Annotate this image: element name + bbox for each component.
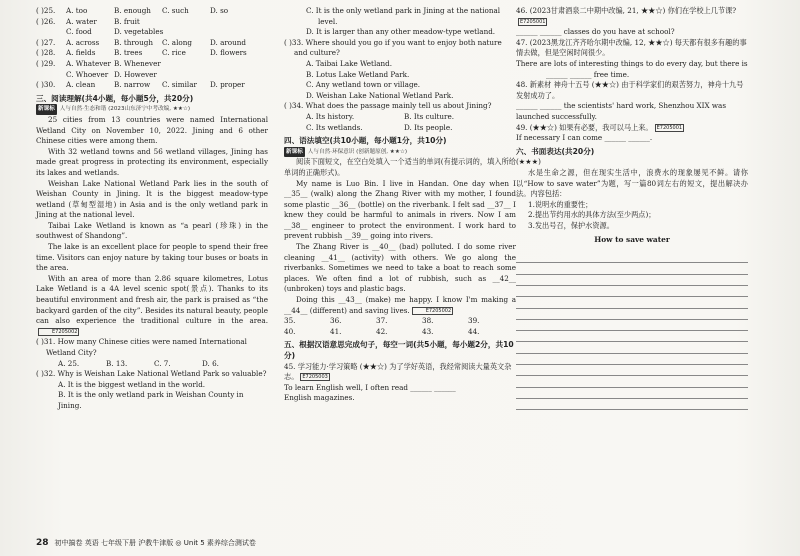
mc-option: A. too	[66, 6, 88, 15]
question-34-option: B. Its culture.	[404, 111, 454, 121]
essay-points	[516, 200, 748, 232]
question-49-code: E7205001	[656, 124, 683, 131]
mc-option: D. However	[114, 69, 157, 79]
answer-blank: 43.	[422, 326, 434, 336]
mc-number: ( )30.	[36, 80, 56, 90]
question-33-option: B. Lotus Lake Wetland Park.	[306, 69, 410, 79]
section-4-tag-text: 人与自然·环保意识 (创新题原创, ★★☆)	[307, 148, 408, 155]
question-34-options	[284, 112, 516, 133]
mc-option: C. rice	[162, 48, 186, 58]
answer-blank: 39.	[468, 316, 480, 326]
cloze-paragraph-3	[284, 295, 516, 316]
mc-number: ( )28.	[36, 48, 56, 58]
question-47-english-1: There are lots of interesting things to do every day, but there is	[516, 58, 748, 68]
question-32: ( )32. Why is Weishan Lake National Wetland Park so valuable?	[36, 369, 267, 379]
passage-paragraph: Weishan Lake National Wetland Park lies in the south of Weishan County in Jining. It is the biggest meadow-type wetland (草甸型湿地) in Asia and is the only wetland park in Jining at the national level.	[36, 178, 268, 220]
passage-paragraph: With 32 wetland towns and 56 wetland villages, Jining has made great progress in protecting its environment, especially its lakes and wetlands.	[36, 146, 268, 177]
writing-line[interactable]	[516, 331, 748, 342]
passage-paragraph: 25 cities from 13 countries were named International Wetland City on November 10, 2022. Jining and 6 other Chinese cities were among them.	[36, 114, 268, 146]
new-standard-badge: 新课标	[36, 104, 57, 115]
passage-code: E7205002	[38, 328, 79, 336]
mc-row	[36, 38, 268, 49]
question-46: 46. (2023甘肃酒泉二中期中改编, 21, ★★☆) 你们在学校上几节课?	[516, 6, 737, 15]
mc-row	[36, 6, 268, 17]
question-48: 48. 新素材 神舟十五号 (★★☆) 由于科学家们的艰苦努力，神舟十九号发射成功了。	[516, 80, 744, 100]
mc-row	[36, 59, 268, 70]
question-31: ( )31. How many Chinese cities were named International Wetland City?	[36, 337, 247, 357]
writing-line[interactable]	[516, 376, 748, 387]
passage-paragraph: Taibai Lake Wetland is known as “a pearl (珍珠) in the southwest of Shandong”.	[36, 220, 268, 241]
essay-point: 2.提出节约用水的具体方法(至少两点)；	[528, 210, 656, 220]
cloze-answer-rows	[284, 316, 516, 337]
mc-option: B. narrow	[114, 80, 151, 90]
cloze-code: E7205002	[412, 307, 453, 315]
mc-option: D. around	[210, 37, 246, 47]
mc-option: A. water	[66, 16, 97, 26]
page-footer	[36, 538, 256, 548]
mc-row	[36, 70, 268, 81]
mc-option: B. fruit	[114, 16, 140, 26]
section-3-tag-text: 人与自然·生态和谐 (2023山东济宁中考改编, ★★☆)	[59, 106, 191, 113]
answer-blank: 41.	[330, 326, 342, 336]
mc-option: D. flowers	[210, 48, 247, 58]
question-48-english-1: ______ ______ the scientists' hard work, Shenzhou XIX was	[516, 101, 727, 111]
section-4-intro: 阅读下面短文，在空白处填入一个适当的单词(有提示词的，填入所给单词的正确形式)。	[284, 157, 516, 177]
answer-blank: 44.	[468, 326, 480, 336]
mc-option: D. so	[210, 6, 229, 15]
new-standard-badge-2: 新课标	[284, 147, 305, 158]
mc-option: A. across	[66, 37, 100, 47]
question-31-options	[36, 359, 268, 370]
question-34-option-row	[306, 123, 516, 134]
question-45-english-1: To learn English well, I often read ______ ______	[284, 382, 456, 392]
answer-blank: 35.	[284, 316, 296, 326]
mc-number: ( )25.	[36, 6, 56, 15]
question-49-text: 49. (★★☆) 如果有必要，我可以马上来。	[516, 122, 653, 132]
question-32-option-b: B. It is the only wetland park in Weishan County in Jining.	[58, 390, 244, 410]
answer-blank: 38.	[422, 316, 434, 326]
reading-passage	[36, 115, 268, 337]
essay-point: 3.发出号召，保护水资源。	[528, 220, 614, 230]
mc-number	[36, 70, 66, 81]
mc-number: ( )27.	[36, 37, 56, 47]
question-33-options	[284, 59, 516, 101]
section-6-stars: (★★★)	[516, 157, 541, 167]
mc-option: A. Whatever	[66, 58, 111, 68]
writing-line[interactable]	[516, 399, 748, 410]
footer-text: 初中搞卷 英语 七年级下册 沪教牛津版 ◎ Unit 5 素养综合测试卷	[54, 539, 256, 547]
essay-point: 1.说明水的重要性；	[528, 199, 593, 209]
question-32-option-a: A. It is the biggest wetland in the world.	[58, 379, 206, 389]
question-33-option: D. Weishan Lake National Wetland Park.	[306, 90, 454, 100]
answer-blank: 37.	[376, 316, 388, 326]
answer-blank: 36.	[330, 316, 342, 326]
passage-paragraph: The lake is an excellent place for people to spend their free time. Visitors can enjoy nature by taking tour buses or boats in the area.	[36, 242, 268, 273]
mc-option: B. Whenever	[114, 58, 161, 68]
question-34-option: C. Its wetlands.	[306, 122, 363, 132]
cloze-options-list	[36, 6, 268, 91]
cloze-paragraph-1: My name is Luo Bin. I live in Handan. One day when I __35__ (walk) along the Zhang River with my mother, I found some plastic __36__ (bottle) on the riverbank. I felt sad __37__ I knew they could be harmful to animals in rivers. Now I am __38__ engineer to protect the environment. I work hard to prevent rubbish __39__ going into rivers.	[284, 178, 516, 241]
section-6-title: 六、书面表达(共20分)	[516, 146, 595, 156]
question-47-english-2: ______ ______ free time.	[546, 69, 630, 79]
cloze-paragraph-3-text: Doing this __43__ (make) me happy. I know I'm making a __44__ (different) and saving lives.	[284, 295, 516, 315]
mc-option: C. such	[162, 6, 189, 15]
question-34-option: D. Its people.	[404, 122, 453, 132]
question-46-english: ______ ______ classes do you have at school?	[516, 27, 675, 37]
writing-line[interactable]	[516, 354, 748, 365]
mc-number	[36, 27, 66, 38]
writing-line[interactable]	[516, 365, 748, 376]
writing-line[interactable]	[516, 320, 748, 331]
writing-line[interactable]	[516, 342, 748, 353]
question-31-option: B. 13.	[106, 358, 128, 368]
question-49	[516, 123, 748, 134]
middle-column	[284, 6, 516, 404]
essay-prompt: 水是生命之源，但在现实生活中，浪费水的现象屡见不鲜。请你以“How to save water”为题，写一篇80词左右的短文，提出解决办法。内容包括：	[516, 167, 748, 199]
mc-option: D. vegetables	[114, 27, 164, 37]
right-column	[516, 6, 748, 410]
mc-row	[36, 17, 268, 28]
writing-line[interactable]	[516, 297, 748, 308]
mc-option: C. Whoever	[66, 69, 109, 79]
section-4-tag	[284, 147, 516, 158]
question-31-option: C. 7.	[154, 358, 171, 368]
writing-line[interactable]	[516, 388, 748, 399]
answer-blank: 42.	[376, 326, 388, 336]
writing-line[interactable]	[516, 252, 748, 263]
question-32-option-c: C. It is the only wetland park in Jining at the national level.	[306, 6, 501, 26]
answer-row	[284, 316, 516, 327]
mc-option: C. along	[162, 37, 192, 47]
question-46-code-line	[516, 17, 748, 28]
passage-paragraph: With an area of more than 2.86 square kilometres, Lotus Lake Wetland is a 4A level scenic spot(景点). Thanks to its beautiful environment and fresh air, the park is praised as “the backyard garden of the city”. Besides its natural beauty, people can also experience the traditional culture in the area.E7205002	[36, 273, 268, 335]
question-34-option-row	[306, 112, 516, 123]
mc-row	[36, 48, 268, 59]
answer-row	[284, 327, 516, 338]
question-45-text: 45. 学习能力·学习策略 (★★☆) 为了学好英语，我经常阅读大量英文杂志。	[284, 361, 512, 382]
answer-blank: 40.	[284, 326, 296, 336]
mc-number: ( )26.	[36, 16, 56, 26]
section-3-title: 三、阅读理解(共4小题，每小题5分，共20分)	[36, 93, 194, 103]
section-3-tag	[36, 104, 268, 115]
question-33-option: A. Taibai Lake Wetland.	[306, 58, 393, 68]
question-31-option: D. 6.	[202, 358, 219, 368]
question-48-english-2: launched successfully.	[516, 111, 597, 121]
question-34: ( )34. What does the passage mainly tell us about Jining?	[284, 101, 492, 111]
essay-title: How to save water	[594, 235, 670, 245]
mc-row	[36, 27, 268, 38]
writing-line[interactable]	[516, 309, 748, 320]
question-46-code: E7205001	[520, 18, 546, 25]
mc-option: B. enough	[114, 6, 151, 15]
mc-row	[36, 80, 268, 91]
question-45-english-2: English magazines.	[284, 393, 355, 403]
mc-option: C. food	[66, 27, 92, 37]
mc-option: A. clean	[66, 80, 96, 90]
mc-option: C. similar	[162, 80, 197, 90]
question-33: ( )33. Where should you go if you want to enjoy both nature and culture?	[284, 37, 502, 58]
question-47: 47. (2023黑龙江齐齐哈尔期中改编, 12, ★★☆) 每天都有很多有趣的事情去做，但是空闲时间很少。	[516, 37, 747, 58]
mc-option: A. fields	[66, 48, 96, 58]
writing-line[interactable]	[516, 275, 748, 286]
question-33-option: C. Any wetland town or village.	[306, 80, 421, 90]
section-4-title: 四、语法填空(共10小题，每小题1分，共10分)	[284, 136, 447, 146]
writing-line[interactable]	[516, 263, 748, 274]
question-45-code: E7205003	[302, 374, 328, 381]
answer-lines[interactable]	[516, 252, 748, 410]
mc-option: B. through	[114, 37, 153, 47]
question-49-english: If necessary I can come ______ ______.	[516, 133, 653, 143]
writing-line[interactable]	[516, 286, 748, 297]
left-column	[36, 6, 268, 412]
mc-option: B. trees	[114, 48, 143, 58]
section-5-title: 五、根据汉语意思完成句子，每空一词(共5小题，每小题2分，共10分)	[284, 340, 514, 360]
cloze-paragraph-2: The Zhang River is __40__ (bad) polluted. I do some river cleaning __41__ (activity) with others. We go along the riverbanks. Sometimes we need to take a boat to reach some places. We often find a lot of rubbish, such as __42__ (unbroken) toys and plastic bags.	[284, 242, 516, 294]
question-32-option-d: D. It is larger than any other meadow-type wetland.	[306, 27, 496, 37]
page-number: 28	[36, 538, 49, 548]
mc-option: D. proper	[210, 80, 245, 90]
question-31-option: A. 25.	[58, 358, 80, 368]
mc-number: ( )29.	[36, 58, 56, 68]
question-45	[284, 362, 516, 383]
question-34-option: A. Its history.	[306, 111, 355, 121]
